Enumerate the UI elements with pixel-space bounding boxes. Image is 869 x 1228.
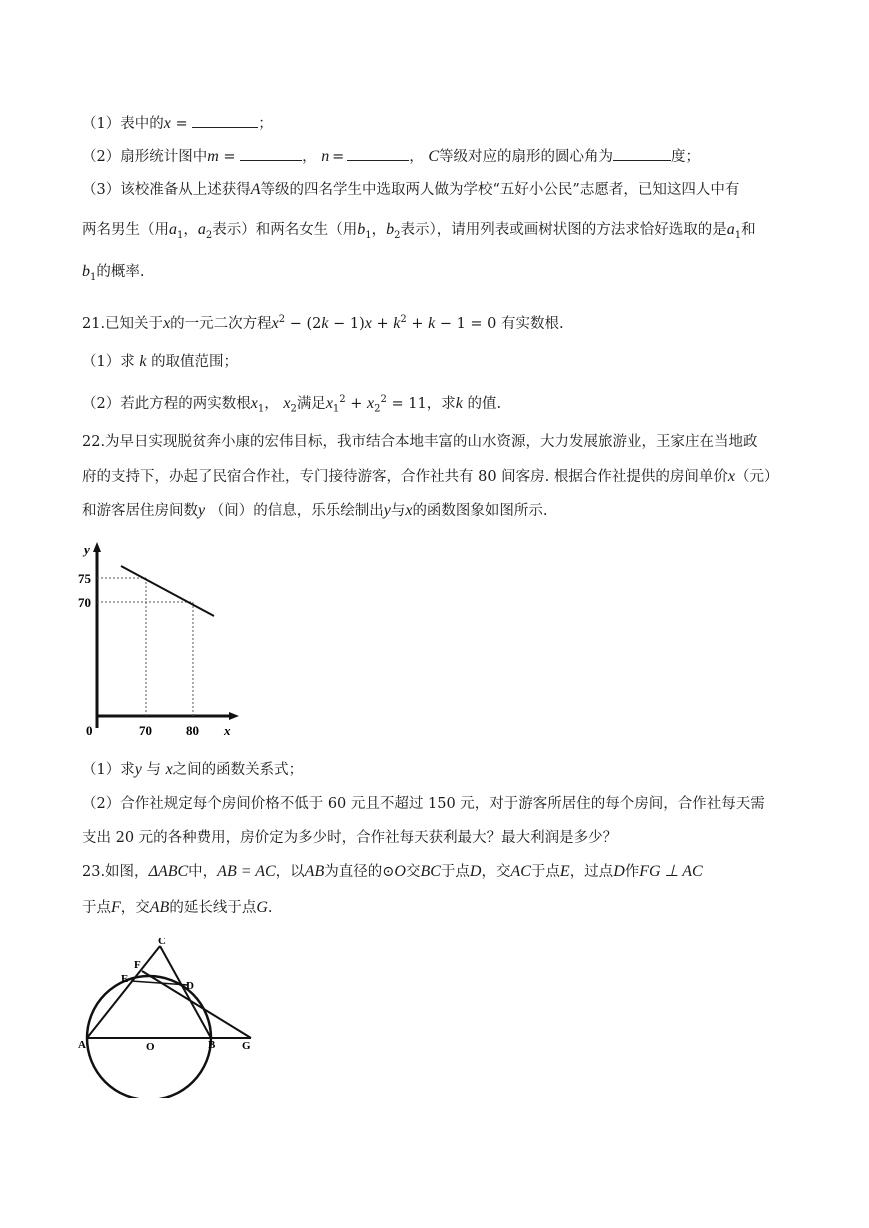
q22-line3 <box>82 501 548 521</box>
label-g: G <box>242 1040 251 1052</box>
var-a1: a <box>726 221 735 238</box>
q21-part1 <box>82 352 238 372</box>
text: 的一元二次方程 <box>170 315 272 332</box>
text: ，交 <box>481 864 511 880</box>
var-a1: a <box>169 221 177 238</box>
var-x2: x <box>367 394 375 412</box>
text: 支出 20 元的各种费用，房价定为多少时，合作社每天获利最大？最大利润是多少？ <box>82 830 618 846</box>
answer-blank <box>347 146 409 161</box>
answer-blank <box>240 146 302 161</box>
sub: 2 <box>374 403 381 415</box>
sub: 2 <box>290 403 297 415</box>
text: （间）的信息，乐乐绘制出 <box>209 503 384 519</box>
point-g: G <box>256 899 268 916</box>
q20-part2: （2）扇形统计图中m = ， n = ， C等级对应的扇形的圆心角为 度； <box>82 148 701 165</box>
var-k: k <box>428 314 436 332</box>
x-tick-80: 80 <box>186 723 199 738</box>
y-axis-label: y <box>84 542 90 557</box>
var-x: x <box>405 502 413 519</box>
function-line <box>121 566 214 616</box>
seg-ab: AB <box>149 899 170 916</box>
text: 表示）和两名女生（用 <box>212 222 358 238</box>
q20-p2-text: （2）扇形统计图中 <box>82 149 208 165</box>
q20-p2-end: 度； <box>671 149 701 165</box>
eq: − 1) <box>328 315 365 332</box>
q22-part1 <box>82 760 303 780</box>
q23-stem-line1 <box>82 862 703 882</box>
text: 之间的函数关系式； <box>172 762 304 778</box>
text: 23.如图， <box>82 864 149 880</box>
text: 与 <box>390 503 406 519</box>
eq: AB = AC <box>217 863 276 880</box>
x-axis-label: x <box>224 723 231 738</box>
q22-part2-line2 <box>82 828 617 848</box>
var-k: k <box>139 353 147 370</box>
sub: 2 <box>205 229 213 241</box>
line-fg <box>142 971 251 1038</box>
var-m: m <box>207 148 219 165</box>
eq: − 1 = 0 <box>435 315 497 332</box>
x-axis-arrow <box>229 712 239 720</box>
var-k: k <box>393 314 401 332</box>
text: （3）该校准备从上述获得 <box>82 182 251 198</box>
q23-geometry-figure <box>76 938 261 1098</box>
text: （1）求 <box>82 762 135 778</box>
eq: + <box>406 315 429 332</box>
var-x: x <box>364 314 372 332</box>
var-c: C <box>428 148 440 165</box>
text: （1）求 <box>82 354 135 370</box>
label-f: F <box>134 959 141 971</box>
text: 与 <box>146 762 161 778</box>
seg-ab: AB <box>304 863 325 880</box>
equals: = <box>170 116 193 132</box>
text: 于点 <box>82 900 111 916</box>
q22-part2-line1 <box>82 794 765 814</box>
comma: ， <box>264 395 279 412</box>
var-b1: b <box>82 263 90 280</box>
text: 的延长线于点 <box>169 900 257 916</box>
q20-p1-text: （1）表中的 <box>82 116 164 132</box>
line-cb <box>160 946 211 1038</box>
sub: 1 <box>90 271 97 283</box>
var-y: y <box>198 502 206 519</box>
y-tick-75: 75 <box>78 571 91 586</box>
label-b: B <box>208 1039 216 1051</box>
answer-blank <box>192 113 258 128</box>
text: （2）合作社规定每个房间价格不低于 60 元且不超过 150 元，对于游客所居住的每个房间，合作社每天需 <box>82 796 765 812</box>
text: 有实数根. <box>501 315 564 332</box>
q21-stem <box>82 310 564 334</box>
q20-part3-line1 <box>82 180 739 200</box>
text: 作 <box>624 864 640 880</box>
sub: 1 <box>332 403 340 415</box>
q22-line2 <box>82 467 779 487</box>
point-e: E <box>559 863 570 880</box>
text: 于点 <box>440 864 470 880</box>
label-c: C <box>158 938 166 947</box>
var-x2: x <box>283 394 291 412</box>
eq: − (2 <box>285 315 322 332</box>
q20-part3-line2 <box>82 220 756 246</box>
point-o: O <box>394 863 406 880</box>
text: . <box>267 900 273 916</box>
line-ac <box>87 946 160 1038</box>
var-x: x <box>271 314 279 332</box>
var-x1: x <box>325 394 333 412</box>
sup: 2 <box>339 394 346 405</box>
text: 的函数图象如图所示. <box>412 503 548 519</box>
sup: 2 <box>400 314 407 325</box>
q20-p2-mid: 等级对应的扇形的圆心角为 <box>439 149 614 165</box>
q22-line1 <box>82 432 758 452</box>
var-x: x <box>163 314 171 332</box>
answer-blank <box>613 146 671 161</box>
q21-part2: （2）若此方程的两实数根$x_1$， $x_2$满足$x_1^2 + x_2^2 = 11$，求k 的值. <box>82 394 502 415</box>
var-x1: x <box>250 394 258 412</box>
text: ，求 <box>426 395 456 412</box>
eq: = 11 <box>386 395 427 412</box>
fg-perp-ac: FG ⊥ AC <box>639 863 703 880</box>
point-d: D <box>469 863 482 880</box>
q22-function-graph <box>76 538 251 743</box>
text: 和游客居住房间数 <box>82 503 198 519</box>
text: 的概率. <box>96 264 145 280</box>
text: 两名男生（用 <box>82 222 169 238</box>
sub: 1 <box>177 229 184 241</box>
q20-p1-end: ； <box>258 116 273 132</box>
text: 交 <box>405 864 421 880</box>
var-a-grade: A <box>250 181 261 198</box>
label-e: E <box>121 973 129 985</box>
comma: ， <box>302 149 317 165</box>
var-n: n <box>321 148 330 165</box>
var-x: x <box>163 115 171 132</box>
sub: 1 <box>365 229 372 241</box>
point-f: F <box>111 899 121 916</box>
var-x: x <box>165 761 173 778</box>
text: 为直径的⊙ <box>324 864 395 880</box>
text: 的值. <box>467 395 502 412</box>
comma: ， <box>409 149 424 165</box>
sub: 2 <box>394 229 401 241</box>
sub: 1 <box>734 229 742 241</box>
q23-stem-line2 <box>82 898 273 918</box>
text: 府的支持下，办起了民宿合作社，专门接待游客，合作社共有 80 间客房. 根据合作社提供的房间单价 <box>82 469 728 485</box>
eq: + <box>371 315 394 332</box>
q20-part1 <box>82 113 273 134</box>
var-k: k <box>321 314 329 332</box>
label-o: O <box>146 1041 155 1053</box>
var-b1: b <box>357 221 366 238</box>
text: 的取值范围； <box>151 354 239 370</box>
text: 和 <box>741 222 756 238</box>
text: 等级的四名学生中选取两人做为学校“五好小公民”志愿者，已知这四人中有 <box>260 182 740 198</box>
text: 22.为早日实现脱贫奔小康的宏伟目标，我市结合本地丰富的山水资源，大力发展旅游业，王家庄在当地政 <box>82 434 758 450</box>
sup: 2 <box>278 314 286 325</box>
text: ，以 <box>275 864 305 880</box>
var-b2: b <box>386 221 395 238</box>
y-tick-70: 70 <box>78 595 91 610</box>
text: 于点 <box>530 864 560 880</box>
text: 表示），请用列表或画树状图的方法求恰好选取的是 <box>400 222 727 238</box>
var-a2: a <box>197 221 206 238</box>
q20-part3-line3 <box>82 262 144 288</box>
equals: = <box>218 149 241 165</box>
text: 21.已知关于 <box>82 315 164 332</box>
comma: ， <box>371 222 387 238</box>
comma: ， <box>183 222 198 238</box>
label-a: A <box>78 1039 86 1051</box>
text: 中， <box>188 864 218 880</box>
point-d: D <box>613 863 625 880</box>
triangle-abc: ΔABC <box>148 863 189 880</box>
var-y: y <box>134 761 142 778</box>
var-x: x <box>727 468 735 485</box>
origin-label: 0 <box>86 723 93 738</box>
text: ，交 <box>120 900 150 916</box>
seg-ac: AC <box>510 863 531 880</box>
var-y: y <box>383 502 391 519</box>
label-d: D <box>186 980 194 992</box>
var-k: k <box>455 394 463 412</box>
x-tick-70: 70 <box>139 723 152 738</box>
text: （元） <box>735 469 779 485</box>
sub: 1 <box>257 403 265 415</box>
text: （2）若此方程的两实数根 <box>82 395 251 412</box>
text: 满足 <box>296 395 326 412</box>
y-axis-arrow <box>93 542 101 552</box>
sup: 2 <box>380 394 387 405</box>
seg-bc: BC <box>420 863 441 880</box>
text: ，过点 <box>569 864 614 880</box>
